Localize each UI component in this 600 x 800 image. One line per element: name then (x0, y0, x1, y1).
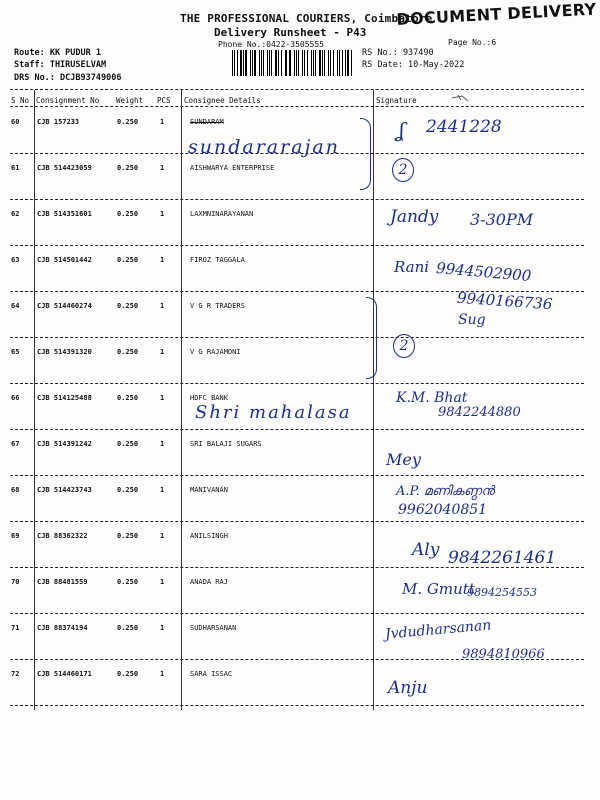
handwritten-signature: Jandy (390, 207, 439, 227)
rs-number: RS No.: 937490 (362, 48, 434, 58)
handwritten-name: Rani (394, 258, 430, 276)
row-sno: 63 (11, 256, 20, 264)
handwritten-signature: Sug (458, 312, 486, 328)
col-consignment: Consignment No (36, 96, 100, 105)
row-consignment: CJB 514501442 (37, 256, 92, 264)
row-consignment: CJB 514351601 (37, 210, 92, 218)
handwritten-number: 9944502900 (435, 258, 533, 286)
barcode-bar (294, 50, 295, 76)
row-divider (10, 705, 584, 706)
barcode-bar (245, 50, 246, 76)
row-consignee: SARA ISSAC (190, 670, 233, 678)
bracket-mark (360, 118, 371, 190)
barcode-bar (351, 50, 352, 76)
handwritten-number: 9842261461 (448, 548, 557, 568)
handwritten-time: 3-30PM (470, 210, 534, 229)
barcode-bar (307, 50, 309, 76)
row-pcs: 1 (160, 440, 165, 448)
row-weight: 0.250 (117, 164, 139, 172)
row-divider (10, 521, 584, 522)
row-pcs: 1 (160, 624, 165, 632)
row-consignment: CJB 88362322 (37, 532, 88, 540)
row-weight: 0.250 (117, 118, 139, 126)
row-weight: 0.250 (117, 210, 139, 218)
barcode-bar (313, 50, 314, 76)
barcode-bar (298, 50, 299, 76)
row-consignment: CJB 514460274 (37, 302, 92, 310)
col-weight: Weight (116, 96, 144, 105)
row-pcs: 1 (160, 118, 165, 126)
handwritten-signature: Jvdudharsanan (384, 617, 492, 643)
handwritten-name: Shri mahalasa (195, 402, 352, 423)
barcode-bar (311, 50, 312, 76)
barcode-bar (345, 50, 346, 76)
row-pcs: 1 (160, 532, 165, 540)
row-weight: 0.250 (117, 578, 139, 586)
row-consignment: CJB 514391242 (37, 440, 92, 448)
barcode-bar (263, 50, 264, 76)
handwritten-signature: K.M. Bhat (396, 390, 468, 406)
col-signature: Signature (376, 96, 417, 105)
row-weight: 0.250 (117, 486, 139, 494)
row-consignment: CJB 514391320 (37, 348, 92, 356)
row-divider (10, 337, 584, 338)
barcode-bar (275, 50, 277, 76)
row-consignee: V G R TRADERS (190, 302, 245, 310)
row-sno: 64 (11, 302, 20, 310)
handwritten-name: A.P. മണികണ്ഠൻ (396, 484, 495, 499)
staff: Staff: THIRUSELVAM (14, 60, 107, 70)
row-sno: 61 (11, 164, 20, 172)
row-consignee: AISHWARYA ENTERPRISE (190, 164, 275, 172)
row-divider (10, 475, 584, 476)
row-consignment: CJB 88374194 (37, 624, 88, 632)
row-consignee: SUDHARSANAN (190, 624, 237, 632)
barcode-bar (328, 50, 330, 76)
handwritten-name: sundararajan (188, 136, 340, 158)
barcode-bar (296, 50, 297, 76)
barcode-bar (337, 50, 338, 76)
circled-count: 2 (392, 158, 414, 182)
runsheet-title: Delivery Runsheet - P43 (214, 26, 367, 39)
row-sno: 67 (11, 440, 20, 448)
row-sno: 65 (11, 348, 20, 356)
handwritten-number: 2441228 (426, 117, 502, 137)
handwritten-number: 9894254553 (467, 586, 537, 599)
phone-number: Phone No.:0422-3505555 (218, 40, 324, 49)
barcode-bar (232, 50, 233, 76)
row-pcs: 1 (160, 302, 165, 310)
barcode-bar (269, 50, 270, 76)
col-consignee: Consignee Details (184, 96, 261, 105)
handwritten-number: 9962040851 (398, 502, 488, 518)
row-consignee: HDFC BANK (190, 394, 228, 402)
row-weight: 0.250 (117, 394, 139, 402)
barcode-bar (259, 50, 260, 76)
handwritten-signature: M. Gmutt (402, 580, 475, 598)
row-pcs: 1 (160, 210, 165, 218)
row-consignment: CJB 157233 (37, 118, 80, 126)
handwritten-number: 9842244880 (438, 405, 521, 420)
col-pcs: PCS (157, 96, 171, 105)
table-top-rule (10, 89, 584, 90)
row-divider (10, 199, 584, 200)
row-consignment: CJB 88481559 (37, 578, 88, 586)
barcode-bar (281, 50, 282, 76)
row-divider (10, 613, 584, 614)
drs-number: DRS No.: DCJB93749006 (14, 73, 122, 83)
handwritten-signature: Mey (386, 450, 421, 469)
row-weight: 0.250 (117, 348, 139, 356)
barcode-bar (243, 50, 244, 76)
row-consignee: SRI BALAJI SUGARS (190, 440, 262, 448)
barcode-bar (250, 50, 251, 76)
barcode-bar (237, 50, 238, 76)
row-weight: 0.250 (117, 256, 139, 264)
barcode-bar (252, 50, 253, 76)
barcode-bar (267, 50, 268, 76)
row-weight: 0.250 (117, 302, 139, 310)
column-divider (373, 90, 374, 710)
barcode-bar (302, 50, 303, 76)
row-consignee: FIROZ TAGGALA (190, 256, 245, 264)
barcode-bar (319, 50, 320, 76)
row-pcs: 1 (160, 256, 165, 264)
barcode-bar (347, 50, 349, 76)
row-weight: 0.250 (117, 624, 139, 632)
row-consignee: V G RAJAMONI (190, 348, 241, 356)
barcode-bar (271, 50, 272, 76)
row-consignment: CJB 514125488 (37, 394, 92, 402)
row-consignee: MANIVANAN (190, 486, 228, 494)
row-weight: 0.250 (117, 670, 139, 678)
barcode-bar (234, 50, 235, 76)
company-title: THE PROFESSIONAL COURIERS, Coimbatore (180, 12, 433, 25)
barcode-bar (339, 50, 340, 76)
barcode-bar (333, 50, 334, 76)
row-pcs: 1 (160, 348, 165, 356)
handwritten-signature: Anju (388, 678, 428, 698)
row-consignment: CJB 514423059 (37, 164, 92, 172)
table-header-rule (10, 106, 584, 107)
row-consignee: SUNDARAM (190, 118, 224, 126)
row-sno: 72 (11, 670, 20, 678)
row-pcs: 1 (160, 578, 165, 586)
row-consignee: LAXMNINARAYANAN (190, 210, 254, 218)
handwritten-signature: ʆ (398, 118, 405, 142)
barcode-bar (324, 50, 325, 76)
barcode (232, 50, 354, 76)
barcode-bar (240, 50, 242, 76)
route: Route: KK PUDUR 1 (14, 48, 101, 58)
row-weight: 0.250 (117, 440, 139, 448)
handwritten-number: 9940166736 (456, 288, 553, 314)
barcode-bar (278, 50, 279, 76)
row-divider (10, 245, 584, 246)
barcode-bar (342, 50, 343, 76)
barcode-bar (315, 50, 316, 76)
row-divider (10, 429, 584, 430)
row-consignment: CJB 514460171 (37, 670, 92, 678)
ink-speck (450, 93, 470, 103)
row-pcs: 1 (160, 394, 165, 402)
row-sno: 71 (11, 624, 20, 632)
row-sno: 66 (11, 394, 20, 402)
row-sno: 70 (11, 578, 20, 586)
circled-count: 2 (393, 334, 415, 358)
row-sno: 62 (11, 210, 20, 218)
barcode-bar (289, 50, 291, 76)
col-sno: S No (11, 96, 30, 105)
barcode-bar (304, 50, 305, 76)
barcode-bar (322, 50, 323, 76)
bracket-mark (366, 297, 377, 379)
rs-date: RS Date: 10-May-2022 (362, 60, 465, 70)
row-consignment: CJB 514423743 (37, 486, 92, 494)
row-divider (10, 383, 584, 384)
row-pcs: 1 (160, 164, 165, 172)
document-delivery-stamp: DOCUMENT DELIVERY (396, 0, 597, 29)
barcode-bar (254, 50, 256, 76)
row-sno: 68 (11, 486, 20, 494)
barcode-bar (286, 50, 287, 76)
column-divider (34, 90, 35, 710)
row-sno: 69 (11, 532, 20, 540)
barcode-bar (285, 50, 286, 76)
page-number: Page No.:6 (448, 38, 497, 47)
row-consignee: ANILSINGH (190, 532, 228, 540)
column-divider (181, 90, 182, 710)
row-pcs: 1 (160, 486, 165, 494)
barcode-bar (330, 50, 331, 76)
row-sno: 60 (11, 118, 20, 126)
handwritten-number: 9894810966 (462, 647, 545, 662)
row-consignee: ANADA RAJ (190, 578, 228, 586)
row-weight: 0.250 (117, 532, 139, 540)
row-pcs: 1 (160, 670, 165, 678)
barcode-bar (261, 50, 262, 76)
handwritten-signature: Aly (412, 540, 440, 560)
